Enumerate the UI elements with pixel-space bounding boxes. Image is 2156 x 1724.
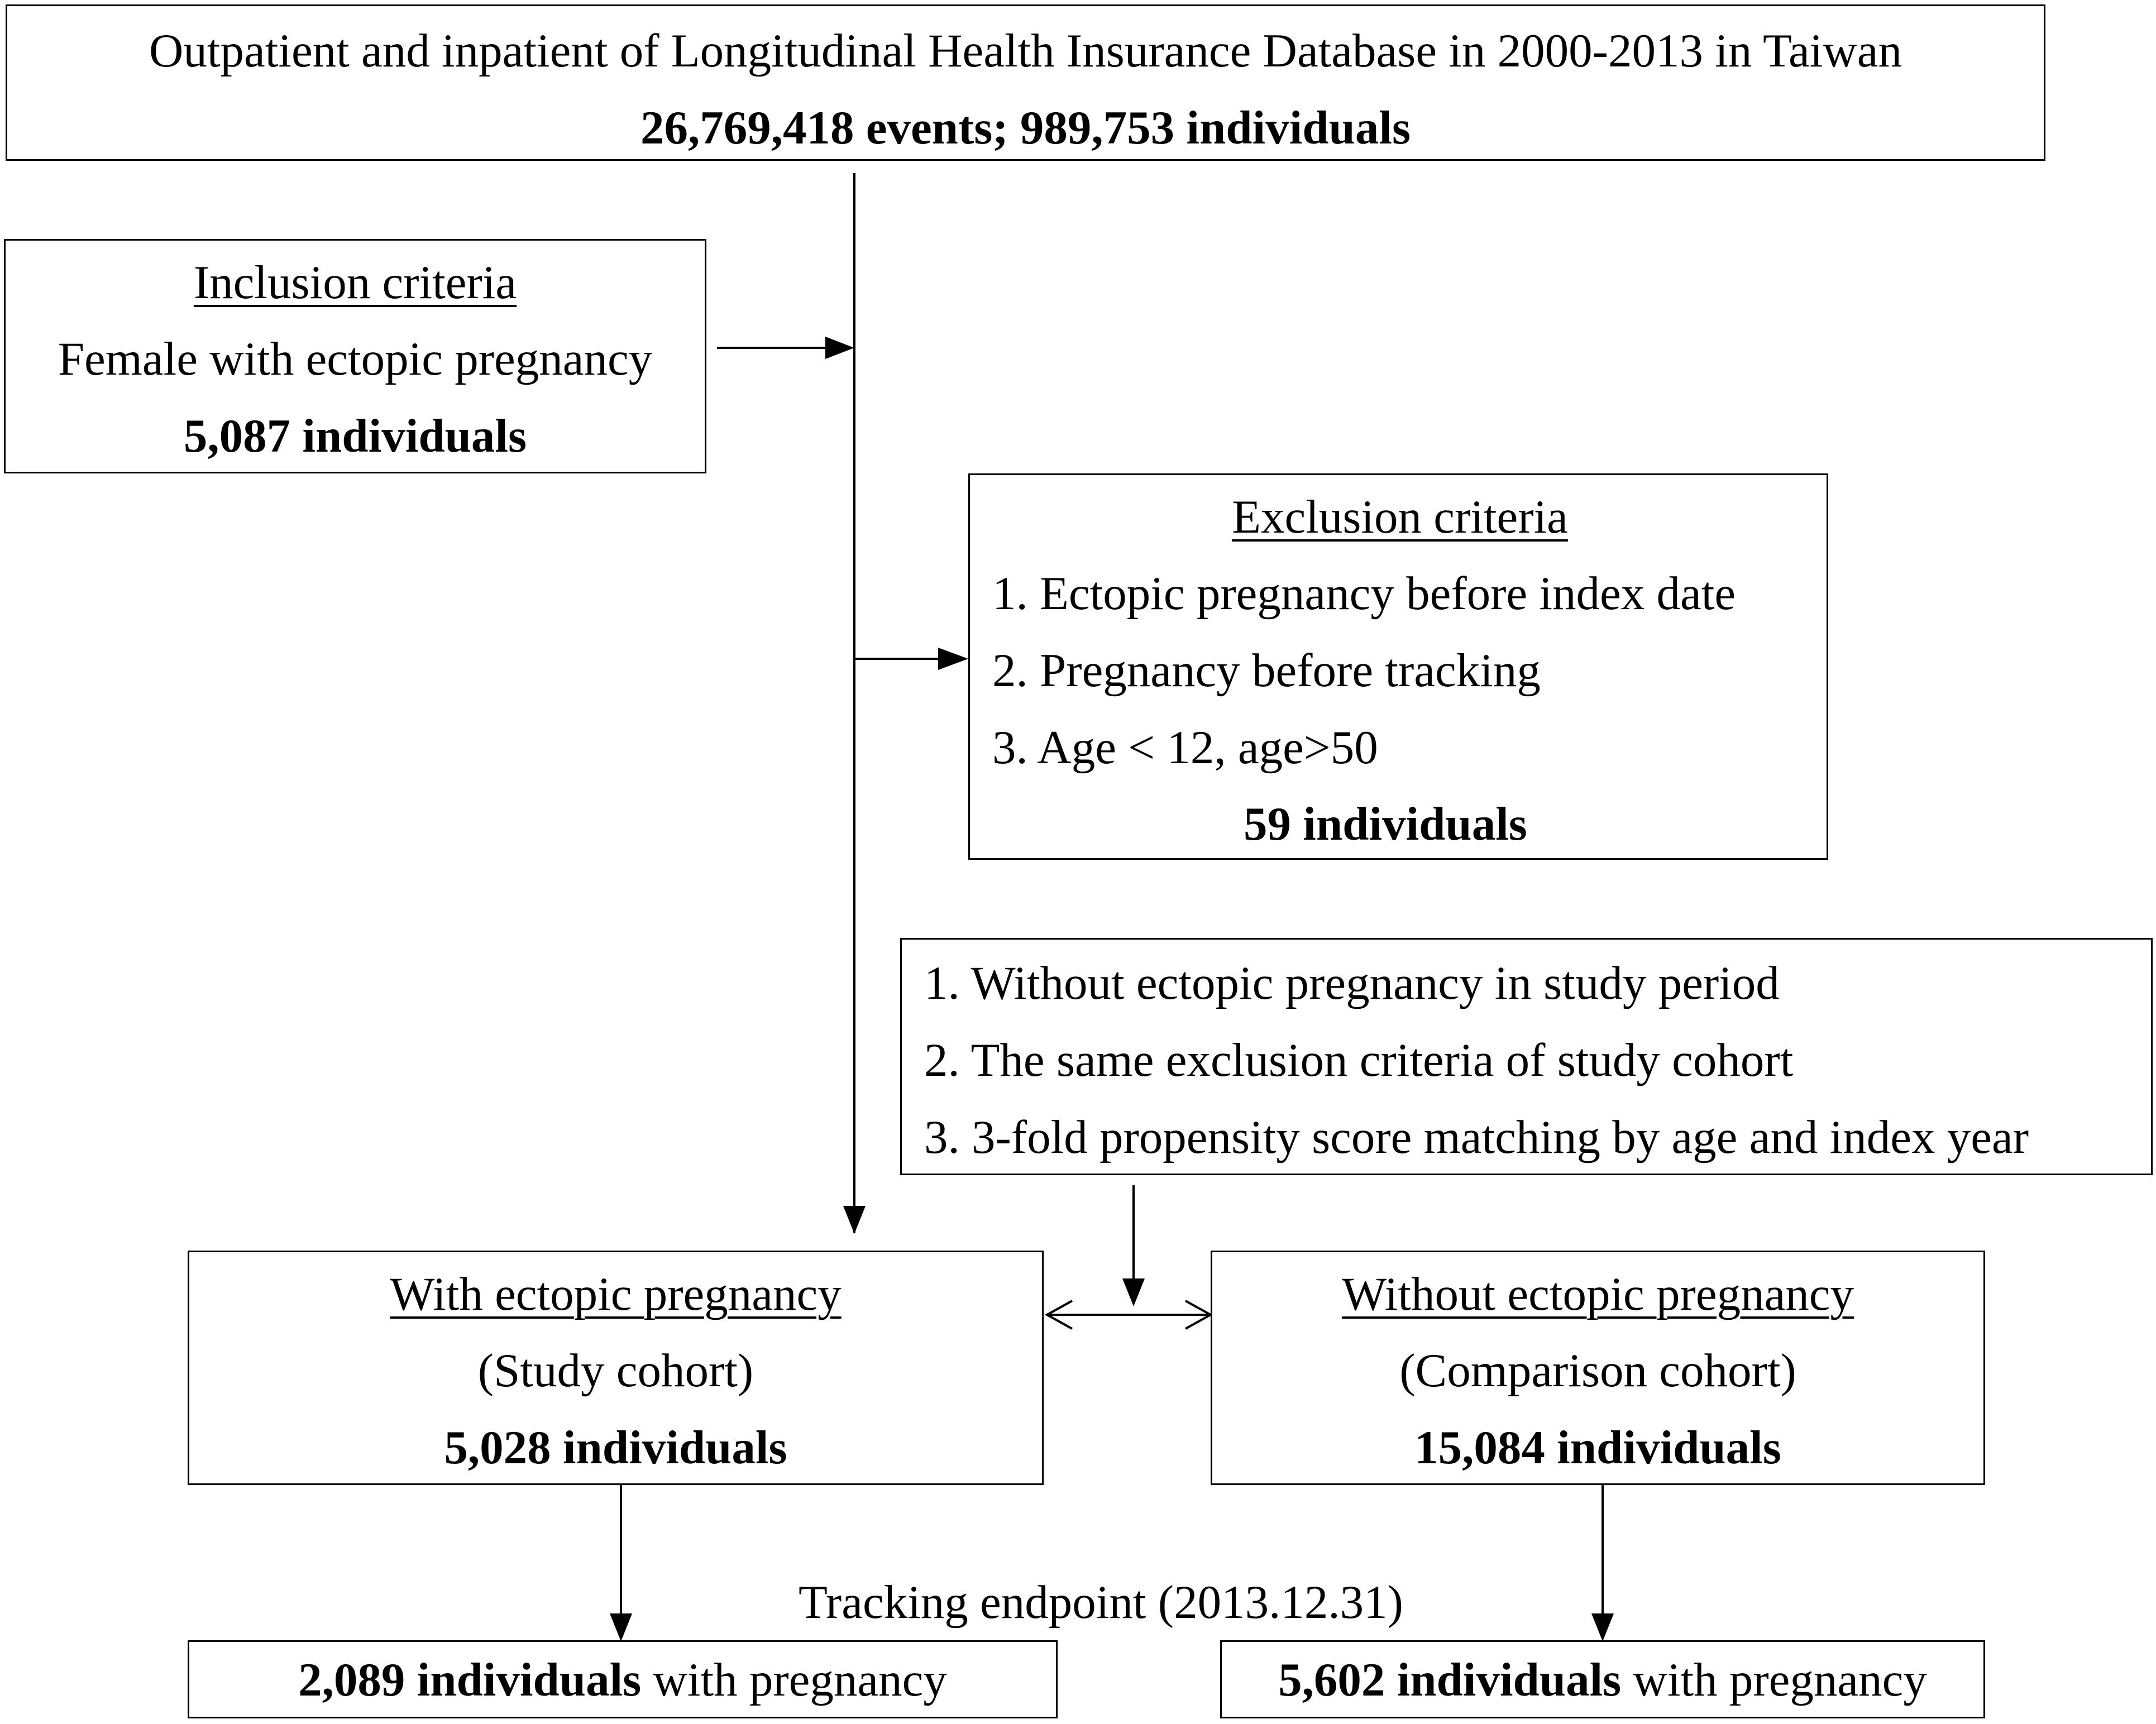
comparison-cohort-heading — [1212, 1266, 1983, 1322]
study-outcome-count: 2,089 individuals — [298, 1654, 642, 1706]
exclusion-item: 1. Ectopic pregnancy before index date — [992, 567, 1736, 620]
study-cohort-subheading: (Study cohort) — [477, 1344, 754, 1397]
source-database-box — [6, 4, 2045, 161]
tracking-endpoint-label: Tracking endpoint (2013.12.31) — [799, 1576, 1403, 1629]
inclusion-criteria-box — [4, 239, 706, 473]
exclusion-count: 59 individuals — [1244, 798, 1527, 850]
study-cohort-heading-text: With ectopic pregnancy — [390, 1268, 842, 1320]
comparison-outcome-box — [1220, 1640, 1985, 1718]
source-title: Outpatient and inpatient of Longitudinal Health Insurance Database in 2000-2013 in Taiwan — [149, 25, 1902, 77]
inclusion-criterion: Female with ectopic pregnancy — [58, 333, 653, 385]
exclusion-item: 3. Age < 12, age>50 — [992, 721, 1378, 774]
study-outcome-arrowhead — [610, 1613, 632, 1641]
study-cohort-count: 5,028 individuals — [444, 1421, 787, 1474]
inclusion-arrowhead — [825, 337, 854, 359]
inclusion-count: 5,087 individuals — [183, 410, 527, 462]
inclusion-heading — [6, 255, 705, 310]
matching-item: 1. Without ectopic pregnancy in study period — [924, 957, 1780, 1009]
exclusion-criteria-box — [968, 473, 1828, 860]
comparison-outcome-count: 5,602 individuals — [1278, 1654, 1622, 1706]
comparison-cohort-subheading: (Comparison cohort) — [1399, 1344, 1796, 1397]
study-outcome-text — [189, 1652, 1056, 1708]
comparison-cohort-heading-text: Without ectopic pregnancy — [1341, 1268, 1854, 1320]
comparison-outcome-arrowhead — [1591, 1613, 1614, 1641]
exclusion-item: 2. Pregnancy before tracking — [992, 644, 1541, 697]
exclusion-arrowhead — [938, 648, 968, 670]
exclusion-heading — [970, 489, 1830, 545]
study-cohort-heading — [189, 1266, 1042, 1322]
comparison-outcome-text — [1222, 1652, 1983, 1708]
comparison-cohort-box — [1211, 1251, 1985, 1485]
matching-criteria-box — [900, 938, 2153, 1175]
matching-item: 2. The same exclusion criteria of study cohort — [924, 1034, 1794, 1086]
exclusion-heading-text: Exclusion criteria — [1232, 491, 1568, 543]
comparison-outcome-suffix: with pregnancy — [1621, 1654, 1927, 1706]
matching-item: 3. 3-fold propensity score matching by age and index year — [924, 1111, 2029, 1163]
source-count: 26,769,418 events; 989,753 individuals — [640, 102, 1411, 154]
study-outcome-box — [188, 1640, 1058, 1718]
study-cohort-box — [188, 1251, 1044, 1485]
matching-down-arrowhead — [1122, 1278, 1145, 1306]
main-trunk-arrowhead — [843, 1206, 866, 1234]
inclusion-heading-text: Inclusion criteria — [193, 256, 517, 309]
study-outcome-suffix: with pregnancy — [641, 1654, 947, 1706]
comparison-cohort-count: 15,084 individuals — [1414, 1421, 1781, 1474]
